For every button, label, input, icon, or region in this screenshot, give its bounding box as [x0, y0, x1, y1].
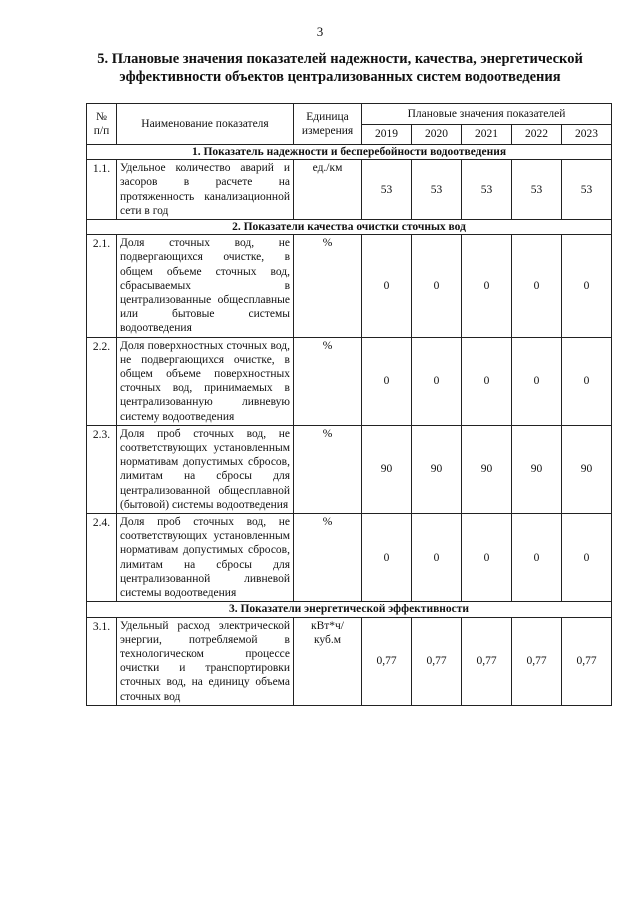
row-unit: %: [294, 514, 362, 602]
row-value: 53: [462, 160, 512, 220]
table-row: [87, 337, 612, 425]
row-value: 0: [412, 235, 462, 337]
row-value: 0: [462, 337, 512, 425]
row-value: 0,77: [512, 617, 562, 705]
section-title: 3. Показатели энергетической эффективности: [87, 602, 612, 617]
row-name: Удельный расход электрической энергии, потребляемой в технологическом процессе очистки и транспортировки сточных вод, на единицу объема сточных вод: [117, 617, 294, 705]
row-value: 0: [362, 514, 412, 602]
page-number: 3: [316, 24, 324, 39]
row-name: Доля проб сточных вод, не соответствующих установленным нормативам допустимых сбросов, лимитам на сбросы для централизованной общесплавной (бытовой) системы водоотведения: [117, 425, 294, 513]
row-num: 1.1.: [87, 160, 117, 220]
row-value: 53: [362, 160, 412, 220]
header-year: 2021: [462, 124, 512, 145]
table-row: [87, 425, 612, 513]
row-value: 90: [412, 425, 462, 513]
row-value: 0: [562, 235, 612, 337]
section-row: [87, 602, 612, 617]
section-title: 1. Показатель надежности и бесперебойности водоотведения: [87, 145, 612, 160]
row-name: Доля проб сточных вод, не соответствующих установленным нормативам допустимых сбросов, лимитам на сбросы для централизованной ливневой системы водоотведения: [117, 514, 294, 602]
header-year: 2023: [562, 124, 612, 145]
row-num: 2.2.: [87, 337, 117, 425]
row-name: Удельное количество аварий и засоров в расчете на протяженность канализационной сети в год: [117, 160, 294, 220]
row-value: 0: [462, 514, 512, 602]
page-title: 5. Плановые значения показателей надежности, качества, энергетической эффективности объектов централизованных систем водоотведения: [97, 51, 583, 85]
row-num: 2.1.: [87, 235, 117, 337]
row-value: 0: [362, 235, 412, 337]
row-value: 0,77: [362, 617, 412, 705]
row-value: 53: [512, 160, 562, 220]
row-value: 0: [412, 337, 462, 425]
section-row: [87, 220, 612, 235]
header-num: № п/п: [87, 104, 117, 145]
header-year: 2020: [412, 124, 462, 145]
row-value: 0,77: [412, 617, 462, 705]
section-title: 2. Показатели качества очистки сточных вод: [87, 220, 612, 235]
header-plan: Плановые значения показателей: [362, 104, 612, 125]
row-num: 3.1.: [87, 617, 117, 705]
row-value: 0: [462, 235, 512, 337]
row-value: 0: [512, 235, 562, 337]
row-num: 2.3.: [87, 425, 117, 513]
row-name: Доля сточных вод, не подвергающихся очистке, в общем объеме сточных вод, сбрасываемых в централизованные общесплавные или бытовые системы водоотведения: [117, 235, 294, 337]
row-value: 53: [562, 160, 612, 220]
row-value: 90: [512, 425, 562, 513]
indicators-table: [86, 103, 612, 706]
row-value: 0,77: [462, 617, 512, 705]
table-row: [87, 160, 612, 220]
table-row: [87, 514, 612, 602]
header-year: 2022: [512, 124, 562, 145]
row-value: 0: [562, 514, 612, 602]
row-value: 0: [362, 337, 412, 425]
header-name: Наименование показателя: [117, 104, 294, 145]
row-value: 90: [362, 425, 412, 513]
row-value: 90: [562, 425, 612, 513]
section-row: [87, 145, 612, 160]
header-year: 2019: [362, 124, 412, 145]
row-value: 90: [462, 425, 512, 513]
row-unit: %: [294, 337, 362, 425]
row-value: 0,77: [562, 617, 612, 705]
row-value: 0: [562, 337, 612, 425]
row-unit: %: [294, 425, 362, 513]
table-row: [87, 617, 612, 705]
row-value: 0: [412, 514, 462, 602]
row-name: Доля поверхностных сточных вод, не подвергающихся очистке, в общем объеме поверхностных сточных вод, принимаемых в централизованную ливневую систему водоотведения: [117, 337, 294, 425]
row-unit: %: [294, 235, 362, 337]
header-unit: Единица измерения: [294, 104, 362, 145]
table-row: [87, 235, 612, 337]
row-value: 53: [412, 160, 462, 220]
row-unit: кВт*ч/ куб.м: [294, 617, 362, 705]
header-row-1: [87, 104, 612, 125]
row-unit: ед./км: [294, 160, 362, 220]
row-num: 2.4.: [87, 514, 117, 602]
row-value: 0: [512, 514, 562, 602]
row-value: 0: [512, 337, 562, 425]
